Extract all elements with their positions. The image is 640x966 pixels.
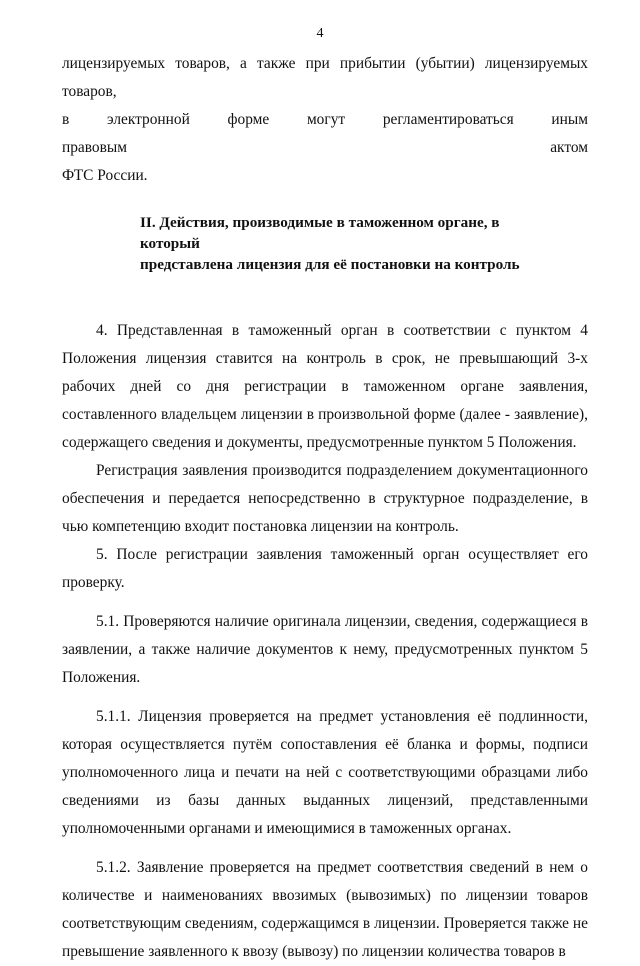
intro-paragraph <box>62 50 588 190</box>
intro-line-3: ФТС России. <box>62 167 148 184</box>
paragraph-5: 5. После регистрации заявления таможенный орган осуществляет его проверку. <box>62 546 588 591</box>
paragraph-5-1-1: 5.1.1. Лицензия проверяется на предмет установления её подлинности, которая осуществляется путём сопоставления её бланка и формы, подписи уполномоченного лица и печати на ней с соответствующими образцами либо сведениями из базы данных выданных лицензий, представленными уполномоченными органами и имеющимися в таможенных органах. <box>62 708 588 837</box>
spacer <box>62 843 588 854</box>
document-body <box>62 50 588 966</box>
paragraph-5-1: 5.1. Проверяются наличие оригинала лицензии, сведения, содержащиеся в заявлении, а также наличие документов к нему, предусмотренных пунктом 5 Положения. <box>62 613 588 686</box>
paragraph-4: 4. Представленная в таможенный орган в соответствии с пунктом 4 Положения лицензия ставится на контроль в срок, не превышающий 3-х рабочих дней со дня регистрации в таможенном органе заявления, составленного владельцем лицензии в произвольной форме (далее - заявление), содержащего сведения и документы, предусмотренные пунктом 5 Положения. <box>62 322 588 451</box>
paragraph-4-registration: Регистрация заявления производится подразделением документационного обеспечения и передается непосредственно в структурное подразделение, в чью компетенцию входит постановка лицензии на контроль. <box>62 462 588 535</box>
page-number: 4 <box>316 26 324 41</box>
intro-line-1: лицензируемых товаров, а также при прибытии (убытии) лицензируемых товаров, <box>62 55 588 100</box>
spacer <box>62 597 588 608</box>
spacer <box>62 275 588 317</box>
section-heading <box>62 212 588 275</box>
section-heading-line-1: II. Действия, производимые в таможенном органе, в который <box>140 214 500 252</box>
paragraph-5-1-2: 5.1.2. Заявление проверяется на предмет соответствия сведений в нем о количестве и наименованиях ввозимых (вывозимых) по лицензии товаров соответствующим сведениям, содержащимся в лицензии. Проверяется также не превышение заявленного к ввозу (вывозу) по лицензии количества товаров в <box>62 859 588 960</box>
section-heading-line-2: представлена лицензия для её постановки на контроль <box>140 256 520 273</box>
intro-line-2: в электронной форме могут регламентироваться иным правовым актом <box>62 111 588 156</box>
spacer <box>62 692 588 703</box>
